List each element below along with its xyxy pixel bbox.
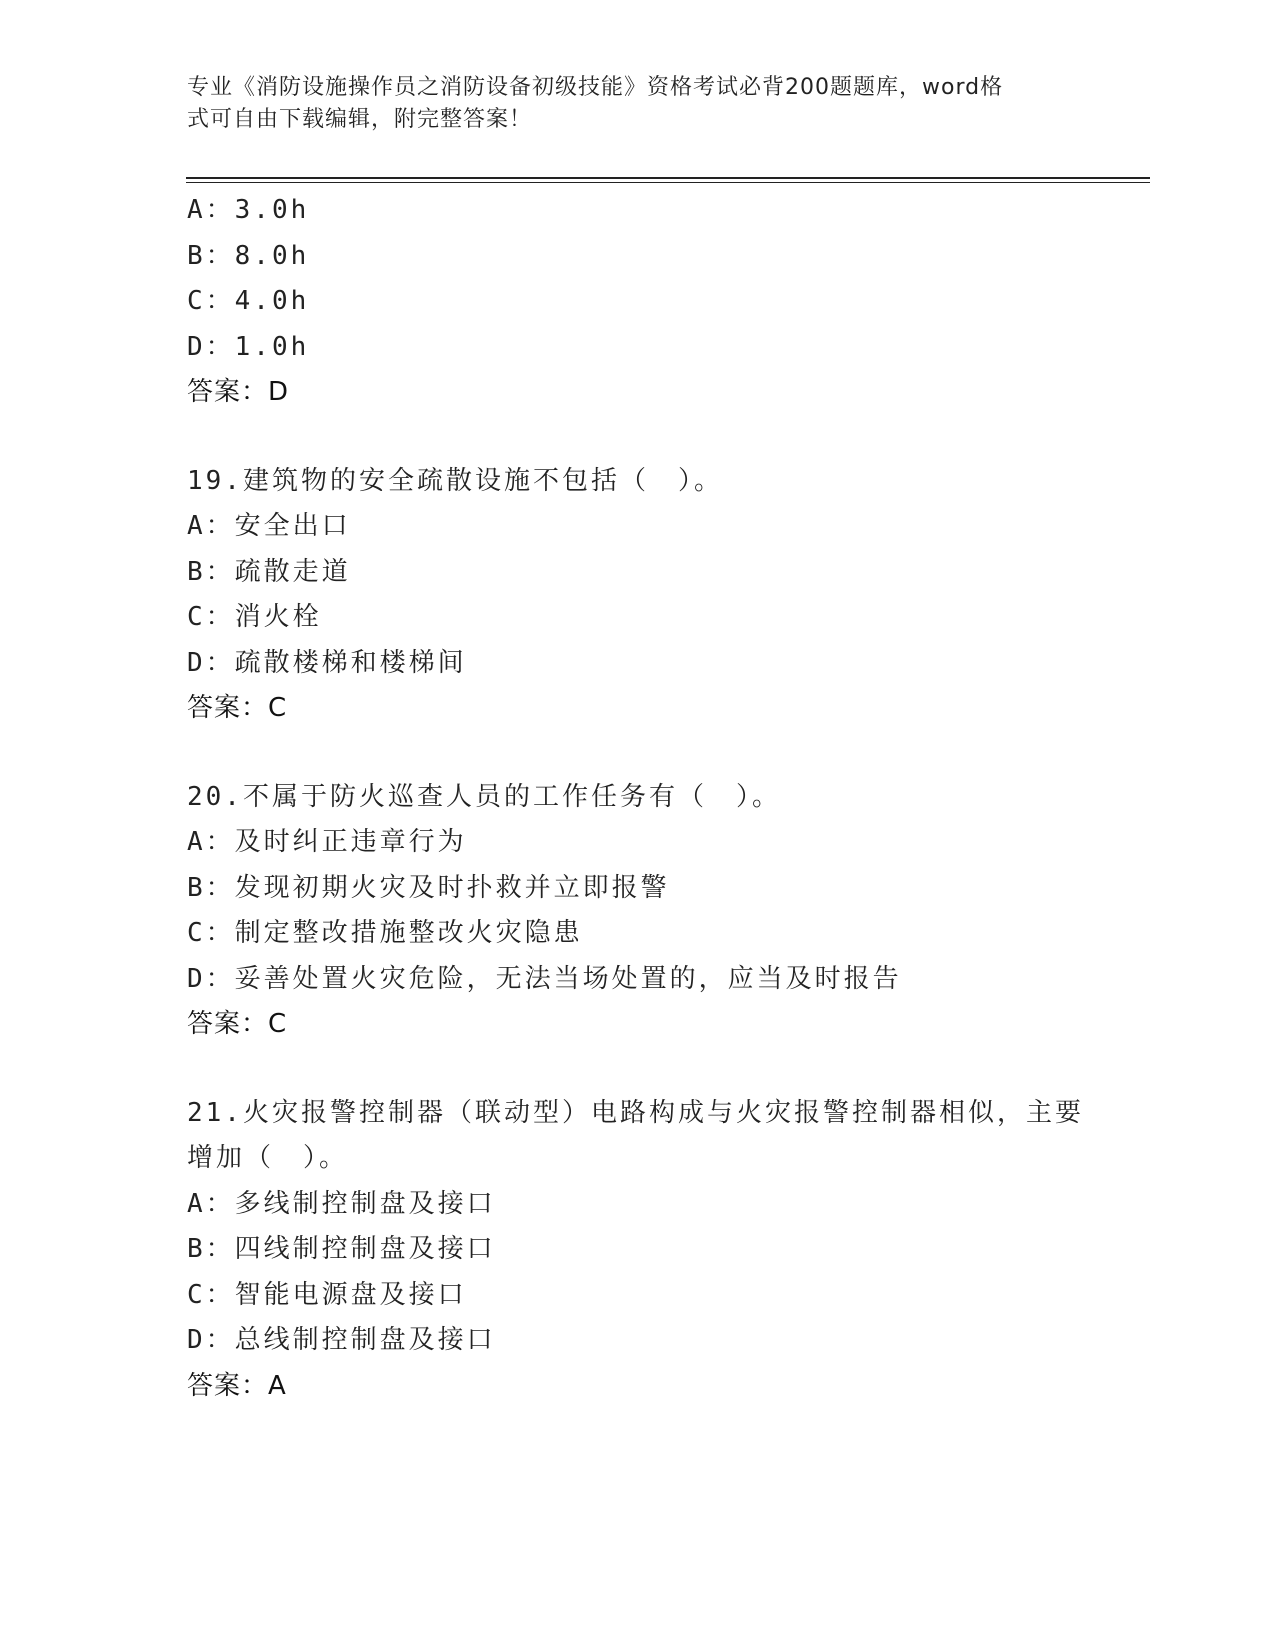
option-a: A：安全出口 (187, 511, 351, 541)
answer-line: 答案：A (187, 1370, 287, 1401)
option-b: B：8.0h (187, 240, 310, 271)
option-d: D：1.0h (187, 331, 310, 362)
option-b: B：疏散走道 (187, 556, 351, 587)
question-stem-line-2: 增加（ ）。 (187, 1143, 349, 1173)
header-line-2: 式可自由下载编辑，附完整答案！ (187, 107, 533, 132)
option-b: B：四线制控制盘及接口 (187, 1234, 496, 1264)
option-c: C：制定整改措施整改火灾隐患 (187, 918, 583, 948)
option-d: D：妥善处置火灾危险，无法当场处置的，应当及时报告 (187, 963, 902, 994)
option-c: C：消火栓 (187, 602, 322, 632)
question-stem: 20.不属于防火巡查人员的工作任务有（ ）。 (187, 781, 781, 812)
question-block-18 (187, 188, 1147, 416)
header-divider-thick (186, 177, 1150, 179)
question-block-20 (187, 775, 1147, 1048)
header-line-1: 专业《消防设施操作员之消防设备初级技能》资格考试必背200题题库，word格 (187, 75, 1004, 100)
document-header (187, 72, 1067, 136)
header-divider-thin (186, 182, 1150, 183)
option-d: D：总线制控制盘及接口 (187, 1325, 496, 1355)
answer-line: 答案：D (187, 377, 290, 407)
question-list (187, 188, 1147, 1409)
option-a: A：多线制控制盘及接口 (187, 1188, 496, 1219)
question-stem-line-1: 21.火灾报警控制器（联动型）电路构成与火灾报警控制器相似，主要 (187, 1097, 1084, 1128)
option-b: B：发现初期火灾及时扑救并立即报警 (187, 872, 670, 903)
question-block-19 (187, 459, 1147, 732)
answer-line: 答案：C (187, 1009, 288, 1039)
option-c: C：智能电源盘及接口 (187, 1279, 467, 1310)
option-c: C：4.0h (187, 286, 310, 316)
question-block-21 (187, 1091, 1147, 1410)
option-a: A：3.0h (187, 195, 310, 225)
option-a: A：及时纠正违章行为 (187, 827, 467, 857)
question-stem: 19.建筑物的安全疏散设施不包括（ ）。 (187, 465, 723, 496)
answer-line: 答案：C (187, 693, 288, 723)
option-d: D：疏散楼梯和楼梯间 (187, 647, 467, 678)
